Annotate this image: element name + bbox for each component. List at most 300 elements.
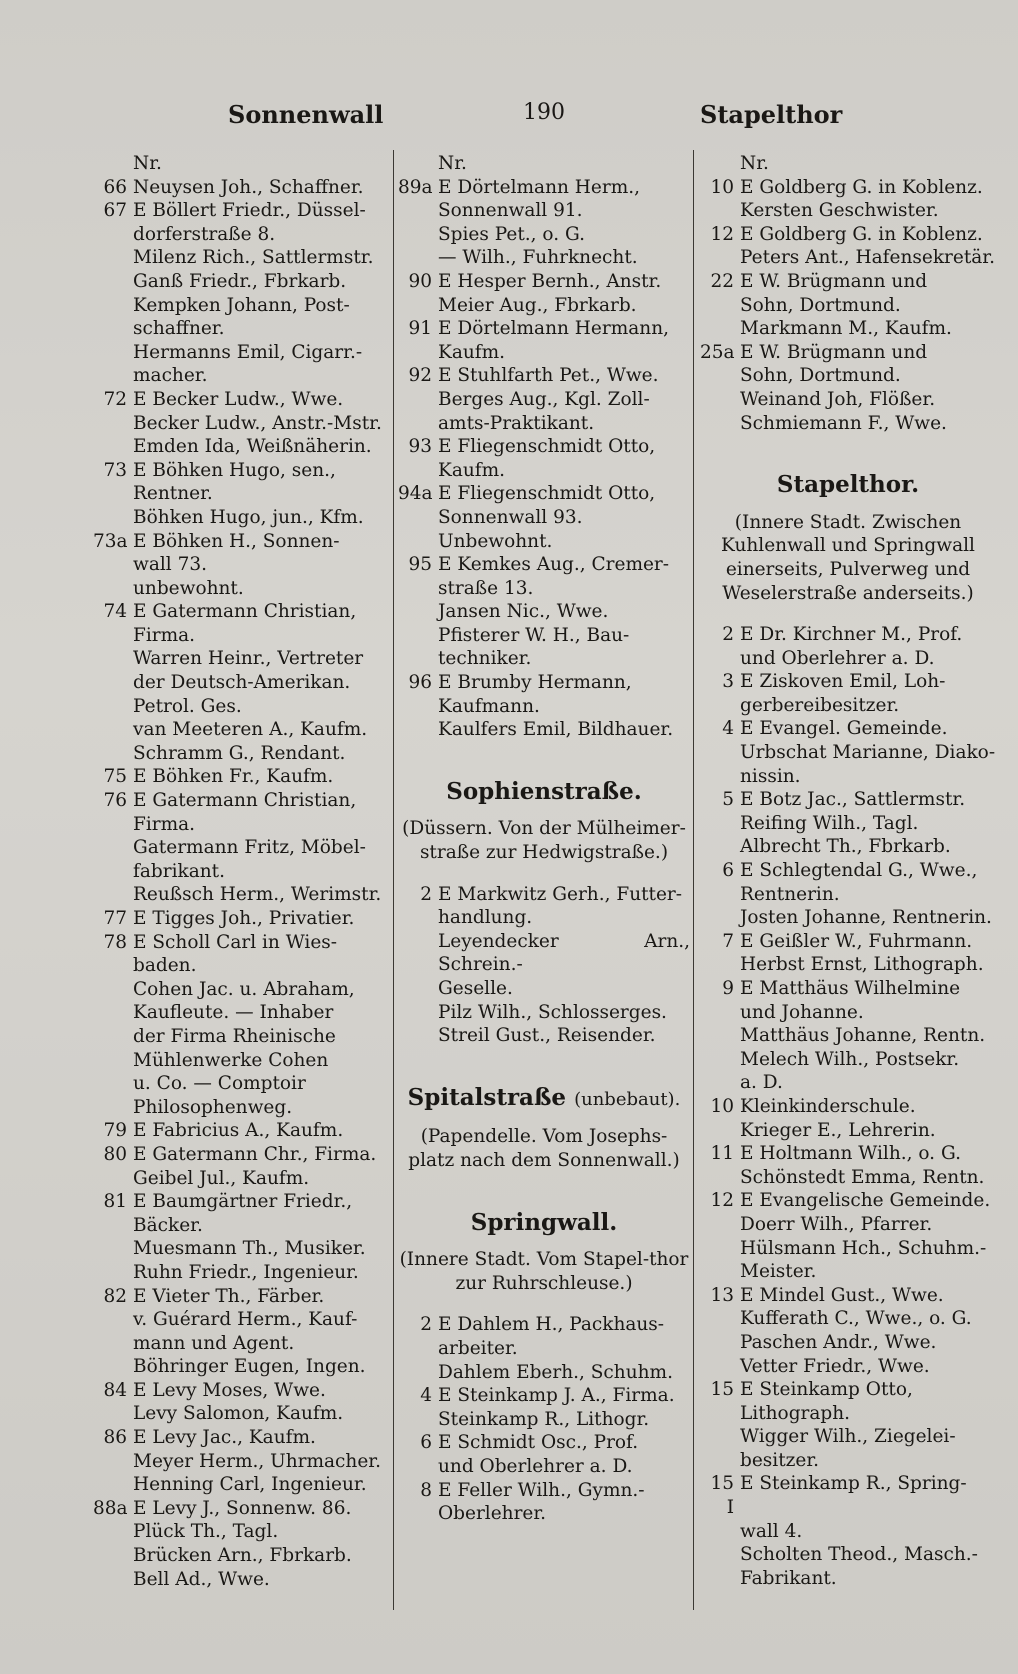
entry-line: [700, 835, 996, 859]
house-number: [93, 718, 133, 742]
house-number: [700, 1213, 740, 1237]
entry-line: [93, 364, 393, 388]
entry-text: E Hesper Bernh., Anstr.: [438, 270, 662, 292]
house-number: [93, 341, 133, 365]
house-number: 93: [408, 436, 432, 458]
entry-text: Kufferath C., Wwe., o. G.: [740, 1308, 972, 1330]
entry-line: [700, 812, 996, 836]
entry-line: [700, 1260, 996, 1284]
house-number: 22: [710, 270, 734, 292]
entry-text: techniker.: [438, 648, 532, 670]
entry-text: E Feller Wilh., Gymn.-: [438, 1479, 645, 1501]
entry-text: E Gatermann Christian,: [133, 601, 357, 623]
house-number: [93, 1520, 133, 1544]
entry-line: [700, 788, 996, 812]
column-divider: [393, 150, 394, 1610]
house-number: [700, 1001, 740, 1025]
house-number: [700, 412, 740, 436]
entry-text: und Oberlehrer a. D.: [438, 1455, 633, 1477]
entry-line: [700, 294, 996, 318]
entry-line: [93, 223, 393, 247]
house-number: [93, 1308, 133, 1332]
entry-text: Peters Ant., Hafensekretär.: [740, 247, 995, 269]
entry-line: [93, 1096, 393, 1120]
entry-line: [398, 977, 690, 1001]
house-number: 6: [722, 860, 734, 882]
house-number: [398, 718, 438, 742]
entry-text: Kaufleute. — Inhaber: [133, 1002, 334, 1024]
entry-line: [93, 388, 393, 412]
entry-text: macher.: [133, 365, 208, 387]
entry-line: [700, 977, 996, 1001]
entry-line: [93, 1261, 393, 1285]
house-number: 2: [420, 1314, 432, 1336]
house-number: [93, 317, 133, 341]
entry-text: Plück Th., Tagl.: [133, 1521, 279, 1543]
house-number: 15 I: [710, 1473, 734, 1519]
house-number: 74: [103, 601, 127, 623]
entry-line: [93, 577, 393, 601]
entry-text: E Gatermann Christian,: [133, 790, 357, 812]
entry-text: E Schlegtendal G., Wwe.,: [740, 860, 978, 882]
entry-line: [700, 859, 996, 883]
house-number: 73: [103, 459, 127, 481]
entry-line: [398, 223, 690, 247]
house-number: [700, 741, 740, 765]
house-number: [700, 1425, 740, 1449]
entry-line: [398, 388, 690, 412]
entry-line: [700, 1472, 996, 1519]
house-number: 12: [710, 1190, 734, 1212]
house-number: [93, 1001, 133, 1025]
house-number: [398, 459, 438, 483]
house-number: 5: [722, 789, 734, 811]
house-number: 6: [420, 1432, 432, 1454]
house-number: [93, 294, 133, 318]
entry-text: Bäcker.: [133, 1214, 203, 1236]
entry-line: [700, 717, 996, 741]
entry-text: Reußsch Herm., Werimstr.: [133, 884, 382, 906]
entry-line: [700, 246, 996, 270]
entry-line: [93, 1497, 393, 1521]
entry-text: Firma.: [133, 813, 196, 835]
entry-text: Nr.: [740, 153, 769, 174]
entry-text: der Deutsch-Amerikan.: [133, 672, 351, 694]
house-number: [398, 1001, 438, 1025]
entry-text: Petrol. Ges.: [133, 695, 242, 717]
entry-text: E Böhken Fr., Kaufm.: [133, 766, 334, 788]
entry-line: [93, 1119, 393, 1143]
entry-text: Cohen Jac. u. Abraham,: [133, 978, 355, 1000]
house-number: 84: [103, 1379, 127, 1401]
house-number: [398, 1502, 438, 1526]
entry-line: [93, 435, 393, 459]
entry-text: E Dörtelmann Herm.,: [438, 176, 641, 198]
entry-text: Vetter Friedr., Wwe.: [740, 1355, 930, 1377]
entry-line: [398, 459, 690, 483]
house-number: 82: [103, 1285, 127, 1307]
house-number: [700, 694, 740, 718]
house-number: [700, 1119, 740, 1143]
entry-text: E Steinkamp R., Spring-: [740, 1473, 967, 1495]
house-number: 80: [103, 1143, 127, 1165]
entry-text: Muesmann Th., Musiker.: [133, 1238, 366, 1260]
house-number: [93, 152, 133, 176]
entry-line: [93, 836, 393, 860]
entry-text: E Böhken H., Sonnen-: [133, 530, 340, 552]
house-number: [93, 364, 133, 388]
entry-text: Albrecht Th., Fbrkarb.: [740, 836, 951, 858]
entry-text: der Firma Rheinische: [133, 1025, 336, 1047]
house-number: 96: [408, 672, 432, 694]
house-number: 4: [420, 1385, 432, 1407]
entry-line: [700, 388, 996, 412]
entry-line: [93, 718, 393, 742]
entry-line: [93, 907, 393, 931]
entry-text: Reifing Wilh., Tagl.: [740, 812, 919, 834]
entry-line: [398, 246, 690, 270]
entry-line: [398, 482, 690, 506]
section-note: (Papendelle. Vom Josephs-platz nach dem Sonnenwall.): [408, 1126, 680, 1171]
entry-text: E Fabricius A., Kaufm.: [133, 1120, 344, 1142]
entry-text: wall 73.: [133, 554, 207, 576]
entry-text: baden.: [133, 955, 197, 977]
house-number: [93, 883, 133, 907]
house-number: 7: [722, 930, 734, 952]
house-number: [93, 577, 133, 601]
entry-line: [398, 577, 690, 601]
entry-text: E Tigges Joh., Privatier.: [133, 908, 355, 929]
entry-text: Böhken Hugo, jun., Kfm.: [133, 506, 364, 528]
entry-line: [700, 1378, 996, 1402]
entry-line: [93, 647, 393, 671]
house-number: 10: [710, 1095, 734, 1117]
entry-line: [93, 412, 393, 436]
house-number: 94a: [398, 483, 433, 505]
house-number: [398, 152, 438, 176]
house-number: [700, 1355, 740, 1379]
entry-line: [93, 1143, 393, 1167]
entry-text: E Markwitz Gerh., Futter-: [438, 883, 683, 905]
house-number: [93, 270, 133, 294]
entry-line: [398, 270, 690, 294]
entry-line: [398, 1431, 690, 1455]
house-number: [700, 1449, 740, 1473]
entry-text: E Levy J., Sonnenw. 86.: [133, 1497, 352, 1519]
entry-text: E Ziskoven Emil, Loh-: [740, 671, 946, 693]
header-left: Sonnenwall: [228, 100, 384, 129]
entry-line: [398, 624, 690, 648]
entry-line: [93, 813, 393, 837]
entry-text: Dahlem Eberh., Schuhm.: [438, 1361, 673, 1383]
entry-line: [398, 1024, 690, 1048]
entry-text: Bell Ad., Wwe.: [133, 1568, 270, 1590]
house-number: [700, 1166, 740, 1190]
entry-line: [398, 317, 690, 341]
entry-text: amts-Praktikant.: [438, 412, 595, 434]
entry-text: Weinand Joh, Flößer.: [740, 388, 936, 410]
entry-line: [398, 906, 690, 930]
entry-text: E Stuhlfarth Pet., Wwe.: [438, 365, 659, 387]
entry-text: Emden Ida, Weißnäherin.: [133, 436, 372, 458]
entry-text: Meister.: [740, 1261, 817, 1283]
house-number: [398, 695, 438, 719]
entry-line: [93, 695, 393, 719]
entry-line: [700, 883, 996, 907]
house-number: [398, 1337, 438, 1361]
house-number: [700, 765, 740, 789]
entry-line: [700, 1142, 996, 1166]
entry-text: straße 13.: [438, 577, 534, 599]
entry-line: [93, 1049, 393, 1073]
entry-text: Paschen Andr., Wwe.: [740, 1331, 937, 1353]
entry-line: [700, 694, 996, 718]
entry-text: Pilz Wilh., Schlosserges.: [438, 1001, 667, 1023]
house-number: [93, 412, 133, 436]
entry-text: E Steinkamp Otto,: [740, 1379, 913, 1401]
entry-text: Krieger E., Lehrerin.: [740, 1119, 936, 1141]
house-number: [93, 742, 133, 766]
house-number: [700, 1237, 740, 1261]
entry-text: Herbst Ernst, Lithograph.: [740, 954, 984, 976]
entry-line: [93, 671, 393, 695]
entry-line: [398, 1502, 690, 1526]
house-number: [398, 600, 438, 624]
house-number: 2: [420, 883, 432, 905]
house-number: 12: [710, 223, 734, 245]
entry-text: E Böllert Friedr., Düssel-: [133, 200, 366, 222]
entry-line: [93, 931, 393, 955]
house-number: [398, 1024, 438, 1048]
entry-line: [700, 1307, 996, 1331]
entry-line: [93, 317, 393, 341]
section-title: Spitalstraße (unbebaut).: [407, 1083, 681, 1111]
house-number: [700, 906, 740, 930]
entry-line: [398, 294, 690, 318]
entry-line: [93, 199, 393, 223]
entry-text: Mühlenwerke Cohen: [133, 1049, 329, 1071]
entry-line: [700, 1024, 996, 1048]
entry-text: nissin.: [740, 765, 801, 787]
entry-line: [93, 765, 393, 789]
house-number: [93, 1025, 133, 1049]
entry-line: [398, 1455, 690, 1479]
house-number: [700, 1331, 740, 1355]
entry-line: [398, 647, 690, 671]
entry-text: van Meeteren A., Kaufm.: [133, 719, 368, 741]
house-number: 89a: [398, 176, 433, 198]
entry-line: [398, 695, 690, 719]
entry-line: [700, 1119, 996, 1143]
entry-text: E Geißler W., Fuhrmann.: [740, 930, 973, 952]
header-right: Stapelthor: [700, 100, 843, 129]
house-number: [700, 199, 740, 223]
entry-line: [700, 953, 996, 977]
entry-text: Kaulfers Emil, Bildhauer.: [438, 719, 674, 741]
house-number: [700, 364, 740, 388]
entry-line: [93, 624, 393, 648]
entry-line: [93, 1473, 393, 1497]
entry-line: [93, 459, 393, 483]
entry-text: Streil Gust., Reisender.: [438, 1025, 656, 1047]
house-number: [700, 1567, 740, 1591]
entry-text: Hermanns Emil, Cigarr.-: [133, 341, 363, 363]
column-divider: [693, 150, 694, 1610]
entry-text: mann und Agent.: [133, 1332, 295, 1354]
entry-line: [398, 600, 690, 624]
entry-line: [700, 176, 996, 200]
entry-text: Henning Carl, Ingenieur.: [133, 1474, 367, 1496]
entry-text: E Matthäus Wilhelmine: [740, 978, 961, 999]
entry-text: E Fliegenschmidt Otto,: [438, 483, 656, 505]
entry-text: E Scholl Carl in Wies-: [133, 931, 338, 953]
house-number: [398, 223, 438, 247]
column-3: [700, 152, 996, 1590]
page-number: 190: [523, 100, 565, 125]
house-number: [93, 695, 133, 719]
entry-line: [398, 553, 690, 577]
entry-text: Meier Aug., Fbrkarb.: [438, 294, 637, 316]
house-number: 95: [408, 554, 432, 576]
entry-line: [93, 1568, 393, 1592]
entry-line: [700, 906, 996, 930]
entry-text: Kempken Johann, Post-: [133, 294, 350, 316]
house-number: [93, 1568, 133, 1592]
entry-text: Matthäus Johanne, Rentn.: [740, 1025, 986, 1047]
entry-text: v. Guérard Herm., Kauf-: [133, 1309, 358, 1331]
house-number: 11: [710, 1143, 734, 1165]
house-number: [93, 1167, 133, 1191]
entry-text: Steinkamp R., Lithogr.: [438, 1408, 650, 1430]
entry-line: [93, 506, 393, 530]
house-number: [700, 647, 740, 671]
entry-line: [700, 1567, 996, 1591]
house-number: [700, 317, 740, 341]
entry-line: [700, 670, 996, 694]
entry-text: E W. Brügmann und: [740, 270, 928, 292]
entry-line: [700, 1520, 996, 1544]
entry-text: handlung.: [438, 907, 533, 929]
house-number: [93, 1214, 133, 1238]
entry-line: [700, 1355, 996, 1379]
entry-text: Rentnerin.: [740, 883, 840, 905]
entry-line: [93, 176, 393, 200]
entry-line: [93, 1426, 393, 1450]
entry-text: Josten Johanne, Rentnerin.: [740, 907, 992, 929]
entry-line: [93, 1285, 393, 1309]
entry-line: [93, 152, 393, 176]
entry-line: [398, 341, 690, 365]
entry-line: [93, 860, 393, 884]
entry-text: Rentner.: [133, 483, 213, 505]
entry-line: [398, 435, 690, 459]
entry-line: [700, 765, 996, 789]
house-number: [93, 1402, 133, 1426]
entry-line: [93, 1379, 393, 1403]
entry-text: Ruhn Friedr., Ingenieur.: [133, 1261, 359, 1283]
entry-line: [93, 1332, 393, 1356]
house-number: 77: [103, 908, 127, 929]
house-number: 92: [408, 365, 432, 387]
entry-line: [93, 1001, 393, 1025]
entry-text: Philosophenweg.: [133, 1096, 293, 1118]
entry-text: Schönstedt Emma, Rentn.: [740, 1166, 985, 1188]
house-number: 75: [103, 766, 127, 788]
entry-line: [398, 883, 690, 907]
house-number: [93, 1072, 133, 1096]
entry-text: Levy Salomon, Kaufm.: [133, 1403, 344, 1425]
house-number: [700, 294, 740, 318]
house-number: 72: [103, 388, 127, 410]
entry-text: Geibel Jul., Kaufm.: [133, 1167, 310, 1189]
entry-text: Markmann M., Kaufm.: [740, 318, 952, 340]
house-number: [93, 1261, 133, 1285]
entry-line: [93, 246, 393, 270]
entry-line: [398, 1479, 690, 1503]
entry-text: E Kemkes Aug., Cremer-: [438, 554, 670, 576]
entry-line: [93, 1167, 393, 1191]
house-number: [93, 954, 133, 978]
section-title: Stapelthor.: [776, 471, 920, 499]
house-number: [700, 883, 740, 907]
house-number: [93, 1049, 133, 1073]
entry-line: [398, 1313, 690, 1337]
entry-line: [398, 176, 690, 200]
entry-line: [700, 1331, 996, 1355]
house-number: [93, 836, 133, 860]
entry-line: [398, 364, 690, 388]
entry-text: Spies Pet., o. G.: [438, 223, 585, 245]
house-number: 13: [710, 1284, 734, 1306]
entry-line: [700, 1189, 996, 1213]
entry-line: [700, 1071, 996, 1095]
house-number: [700, 1048, 740, 1072]
entry-line: [700, 1001, 996, 1025]
house-number: 2: [722, 624, 734, 646]
house-number: [398, 977, 438, 1001]
entry-text: und Johanne.: [740, 1001, 864, 1023]
section-note: (Innere Stadt. Zwischen Kuhlenwall und Springwall einerseits, Pulverweg und Weselerstraße anderseits.): [721, 511, 975, 604]
house-number: [398, 577, 438, 601]
house-number: [93, 860, 133, 884]
entry-text: Firma.: [133, 624, 196, 646]
house-number: [700, 246, 740, 270]
house-number: [700, 835, 740, 859]
entry-text: Nr.: [133, 153, 162, 174]
house-number: 86: [103, 1427, 127, 1449]
entry-line: [398, 1001, 690, 1025]
house-number: [93, 813, 133, 837]
column-2: [398, 152, 690, 1526]
entry-line: [93, 954, 393, 978]
house-number: [700, 1543, 740, 1567]
entry-text: gerbereibesitzer.: [740, 694, 900, 716]
house-number: [398, 388, 438, 412]
entry-text: E Fliegenschmidt Otto,: [438, 436, 656, 458]
entry-line: [700, 412, 996, 436]
entry-text: Scholten Theod., Masch.-: [740, 1544, 978, 1566]
entry-line: [700, 1449, 996, 1473]
house-number: 79: [103, 1120, 127, 1142]
entry-text: E Steinkamp J. A., Firma.: [438, 1385, 675, 1407]
house-number: [398, 930, 438, 977]
entry-line: [398, 530, 690, 554]
house-number: 73a: [93, 530, 128, 552]
entry-line: [93, 883, 393, 907]
entry-text: E Gatermann Chr., Firma.: [133, 1143, 377, 1165]
entry-line: [93, 270, 393, 294]
entry-line: [398, 1361, 690, 1385]
